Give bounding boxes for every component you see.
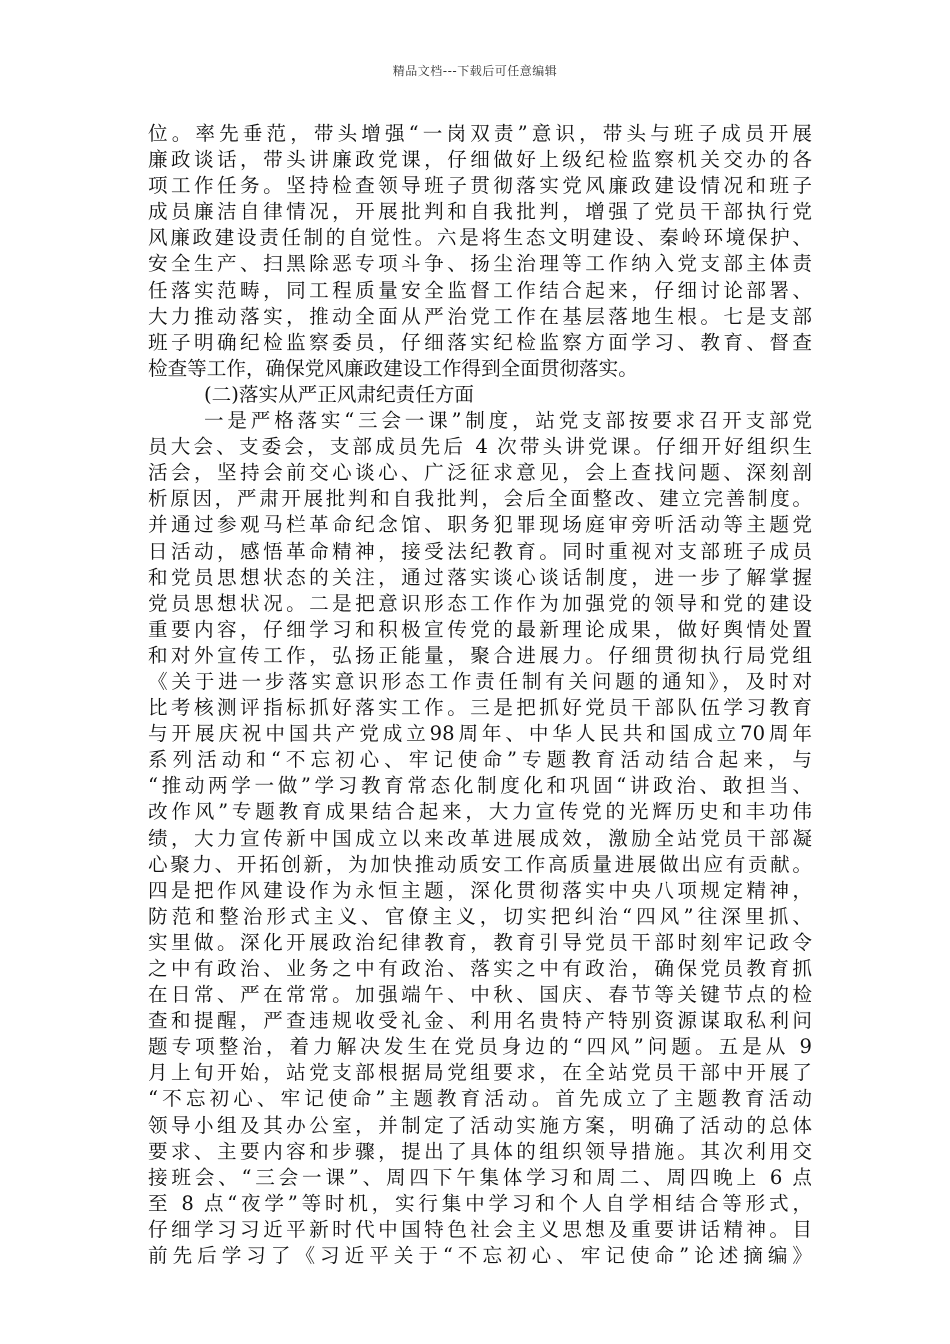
text-line: 活会，坚持会前交心谈心、广泛征求意见，会上查找问题、深刻剖 [148, 461, 812, 485]
document-body [148, 121, 812, 1269]
text-line: 大力推动落实，推动全面从严治党工作在基层落地生根。七是支部 [148, 304, 812, 328]
text-line: 领导小组及其办公室，并制定了活动实施方案，明确了活动的总体 [148, 1113, 812, 1137]
text-line: 安全生产、扫黑除恶专项斗争、扬尘治理等工作纳入党支部主体责 [148, 252, 812, 276]
text-line: 和党员思想状态的关注，通过落实谈心谈话制度，进一步了解掌握 [148, 565, 812, 589]
text-line: (二)落实从严正风肃纪责任方面 [204, 382, 475, 406]
text-line: 接班会、“三会一课”、周四下午集体学习和周二、周四晚上 6 点 [148, 1165, 812, 1189]
text-line: 成员廉洁自律情况，开展批判和自我批判，增强了党员干部执行党 [148, 200, 812, 224]
text-line: 一是严格落实“三会一课”制度，站党支部按要求召开支部党 [204, 409, 812, 433]
text-line: 析原因，严肃开展批判和自我批判，会后全面整改、建立完善制度。 [148, 487, 812, 511]
text-line: 实里做。深化开展政治纪律教育，教育引导党员干部时刻牢记政令 [148, 930, 812, 954]
text-line: 风廉政建设责任制的自觉性。六是将生态文明建设、秦岭环境保护、 [148, 226, 812, 250]
text-line: 月上旬开始，站党支部根据局党组要求，在全站党员干部中开展了 [148, 1061, 812, 1085]
text-line: 位。率先垂范，带头增强“一岗双责”意识，带头与班子成员开展 [148, 122, 812, 145]
text-line: 班子明确纪检监察委员，仔细落实纪检监察方面学习、教育、督查 [148, 330, 812, 354]
text-line: 党员思想状况。二是把意识形态工作作为加强党的领导和党的建设 [148, 591, 812, 615]
text-line: 防范和整治形式主义、官僚主义，切实把纠治“四风”往深里抓、 [148, 904, 812, 928]
text-line: 前先后学习了《习近平关于“不忘初心、牢记使命”论述摘编》 [148, 1244, 812, 1268]
text-line: 至 8 点“夜学”等时机，实行集中学习和个人自学相结合等形式， [148, 1191, 812, 1215]
text-line: 廉政谈话，带头讲廉政党课，仔细做好上级纪检监察机关交办的各 [148, 148, 812, 172]
text-line: 比考核测评指标抓好落实工作。三是把抓好党员干部队伍学习教育 [148, 696, 812, 720]
text-line: 在日常、严在常常。加强端午、中秋、国庆、春节等关键节点的检 [148, 983, 812, 1007]
text-line: 心聚力、开拓创新，为加快推动质安工作高质量进展做出应有贡献。 [148, 852, 812, 876]
text-line: 项工作任务。坚持检查领导班子贯彻落实党风廉政建设情况和班子 [148, 174, 812, 198]
text-line: “推动两学一做”学习教育常态化制度化和巩固“讲政治、敢担当、 [148, 774, 812, 798]
text-line: 员大会、支委会，支部成员先后 4 次带头讲党课。仔细开好组织生 [148, 435, 812, 459]
text-line: 改作风”专题教育成果结合起来，大力宣传党的光辉历史和丰功伟 [148, 800, 812, 824]
text-line: 系列活动和“不忘初心、牢记使命”专题教育活动结合起来，与 [148, 748, 812, 772]
text-line: 要求、主要内容和步骤，提出了具体的组织领导措施。其次利用交 [148, 1139, 812, 1163]
page-header: 精品文档---下载后可任意编辑 [392, 64, 558, 78]
text-line: 《关于进一步落实意识形态工作责任制有关问题的通知》，及时对 [148, 669, 812, 693]
text-line: 四是把作风建设作为永恒主题，深化贯彻落实中央八项规定精神， [148, 878, 812, 902]
text-line: 日活动，感悟革命精神，接受法纪教育。同时重视对支部班子成员 [148, 539, 812, 563]
text-line: 与开展庆祝中国共产党成立98周年、中华人民共和国成立70周年 [148, 722, 812, 746]
text-line: 仔细学习习近平新时代中国特色社会主义思想及重要讲话精神。目 [148, 1217, 812, 1241]
text-line: 检查等工作，确保党风廉政建设工作得到全面贯彻落实。 [148, 356, 638, 380]
text-line: 绩，大力宣传新中国成立以来改革进展成效，激励全站党员干部凝 [148, 826, 812, 850]
text-line: 任落实范畴，同工程质量安全监督工作结合起来，仔细讨论部署、 [148, 278, 812, 302]
text-line: 和对外宣传工作，弘扬正能量，聚合进展力。仔细贯彻执行局党组 [148, 643, 812, 667]
text-line: 并通过参观马栏革命纪念馆、职务犯罪现场庭审旁听活动等主题党 [148, 513, 812, 537]
text-line: 题专项整治，着力解决发生在党员身边的“四风”问题。五是从 9 [148, 1035, 812, 1059]
text-line: 重要内容，仔细学习和积极宣传党的最新理论成果，做好舆情处置 [148, 617, 812, 641]
text-line: “不忘初心、牢记使命”主题教育活动。首先成立了主题教育活动 [148, 1087, 812, 1111]
text-line: 查和提醒，严查违规收受礼金、利用名贵特产特别资源谋取私利问 [148, 1009, 812, 1033]
text-line: 之中有政治、业务之中有政治、落实之中有政治，确保党员教育抓 [148, 957, 812, 980]
